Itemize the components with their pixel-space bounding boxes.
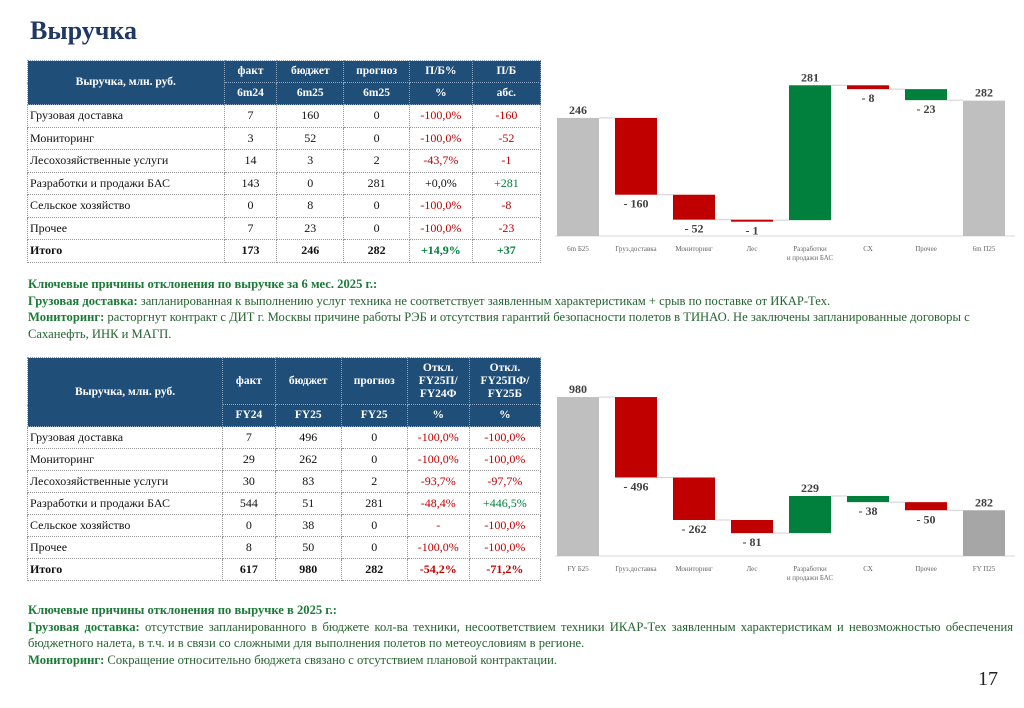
table-row (28, 537, 541, 559)
data-label: 980 (569, 382, 587, 397)
revenue-table-fy (27, 357, 541, 581)
note-label: Мониторинг: (28, 310, 105, 324)
table-row (28, 559, 541, 581)
row-label: Прочее (28, 537, 223, 559)
data-label: 246 (569, 102, 587, 117)
bar (673, 477, 715, 519)
cell-value: 980 (275, 559, 341, 581)
cell-value: -100,0% (407, 427, 469, 449)
cell-value: 0 (344, 105, 410, 128)
cell-value: 0 (224, 195, 277, 218)
notes-heading: Ключевые причины отклонения по выручке в 2025 г.: (28, 603, 337, 617)
cell-value: 0 (277, 172, 344, 195)
cell-value: 281 (341, 493, 407, 515)
category-label: Мониторинг (675, 245, 713, 253)
category-label: Разработки (793, 245, 827, 253)
row-label: Прочее (28, 217, 225, 240)
cell-value: 14 (224, 150, 277, 173)
row-label: Лесохозяйственные услуги (28, 150, 225, 173)
cell-value: - (407, 515, 469, 537)
cell-value: -100,0% (410, 217, 473, 240)
notes-heading: Ключевые причины отклонения по выручке за 6 мес. 2025 г.: (28, 277, 378, 291)
cell-value: 617 (223, 559, 276, 581)
bar (615, 118, 657, 195)
category-label: СХ (863, 565, 873, 573)
note-label: Грузовая доставка: (28, 293, 138, 308)
row-label: Итого (28, 559, 223, 581)
table-row (28, 217, 541, 240)
note-label: Грузовая доставка: (28, 619, 140, 634)
category-label: Груз.доставка (615, 565, 657, 573)
row-label: Грузовая доставка (28, 105, 225, 128)
column-subheader: FY25 (275, 405, 341, 427)
column-subheader: 6m25 (344, 83, 410, 105)
data-label: 282 (975, 85, 993, 100)
row-label: Грузовая доставка (28, 427, 223, 449)
cell-value: 160 (277, 105, 344, 128)
row-label: Мониторинг (28, 449, 223, 471)
category-label: FY П25 (972, 565, 996, 573)
cell-value: -23 (472, 217, 540, 240)
header-metric: Выручка, млн. руб. (28, 61, 225, 105)
column-subheader: 6m24 (224, 83, 277, 105)
cell-value: 0 (223, 515, 276, 537)
cell-value: 7 (223, 427, 276, 449)
column-subheader: % (469, 405, 540, 427)
header-metric: Выручка, млн. руб. (28, 358, 223, 427)
cell-value: 3 (277, 150, 344, 173)
cell-value: 52 (277, 127, 344, 150)
cell-value: -1 (472, 150, 540, 173)
category-label: Лес (746, 245, 758, 253)
page-title: Выручка (30, 16, 138, 45)
cell-value: -100,0% (410, 195, 473, 218)
category-label: FY Б25 (567, 565, 589, 573)
row-label: Сельское хозяйство (28, 515, 223, 537)
bar (905, 502, 947, 510)
category-label: 6m П25 (972, 245, 996, 253)
cell-value: 8 (223, 537, 276, 559)
cell-value: 0 (344, 195, 410, 218)
category-label: Груз.доставка (615, 245, 657, 253)
note-text: расторгнут контракт с ДИТ г. Москвы причине работы РЭБ и отсутствия гарантий безопасности полетов в ТИНАО. Не заключены запланированные договоры с Саханефть, ИНК и МАГП. (28, 310, 970, 341)
bar (963, 510, 1005, 556)
column-header: Откл. FY25ПФ/ FY25Б (469, 358, 540, 405)
cell-value: 3 (224, 127, 277, 150)
cell-value: +446,5% (469, 493, 540, 515)
cell-value: 8 (277, 195, 344, 218)
bar (557, 397, 599, 556)
notes-fy (28, 602, 1013, 668)
cell-value: 281 (344, 172, 410, 195)
column-header: Откл. FY25П/ FY24Ф (407, 358, 469, 405)
cell-value: 173 (224, 240, 277, 263)
table-row (28, 150, 541, 173)
data-label: 282 (975, 495, 993, 510)
cell-value: 0 (341, 449, 407, 471)
cell-value: 0 (341, 427, 407, 449)
table-row (28, 515, 541, 537)
cell-value: -48,4% (407, 493, 469, 515)
column-subheader: абс. (472, 83, 540, 105)
cell-value: 282 (344, 240, 410, 263)
cell-value: 2 (341, 471, 407, 493)
page-number: 17 (978, 668, 998, 690)
cell-value: +37 (472, 240, 540, 263)
cell-value: 0 (341, 515, 407, 537)
row-label: Разработки и продажи БАС (28, 493, 223, 515)
column-header: прогноз (341, 358, 407, 405)
cell-value: 29 (223, 449, 276, 471)
row-label: Сельское хозяйство (28, 195, 225, 218)
category-label: Разработки (793, 565, 827, 573)
cell-value: -52 (472, 127, 540, 150)
cell-value: -160 (472, 105, 540, 128)
cell-value: -54,2% (407, 559, 469, 581)
data-label: - 81 (742, 535, 762, 550)
cell-value: 496 (275, 427, 341, 449)
cell-value: -100,0% (469, 427, 540, 449)
cell-value: -100,0% (469, 515, 540, 537)
data-label: 281 (801, 70, 819, 85)
cell-value: -93,7% (407, 471, 469, 493)
table-row (28, 195, 541, 218)
data-label: - 262 (681, 521, 707, 536)
column-subheader: FY25 (341, 405, 407, 427)
cell-value: -8 (472, 195, 540, 218)
cell-value: 544 (223, 493, 276, 515)
cell-value: 0 (344, 217, 410, 240)
bar (789, 85, 831, 220)
cell-value: -71,2% (469, 559, 540, 581)
data-label: - 160 (623, 196, 649, 211)
cell-value: 262 (275, 449, 341, 471)
column-header: факт (224, 61, 277, 83)
note-text: запланированная к выполнению услуг техника не соответствует заявленным характеристикам + срыв по поставке от ИКАР-Тех. (137, 293, 831, 308)
data-label: - 50 (916, 512, 936, 527)
cell-value: 246 (277, 240, 344, 263)
cell-value: 83 (275, 471, 341, 493)
bar (789, 496, 831, 533)
row-label: Лесохозяйственные услуги (28, 471, 223, 493)
column-subheader: 6m25 (277, 83, 344, 105)
table-row (28, 105, 541, 128)
row-label: Разработки и продажи БАС (28, 172, 225, 195)
column-header: бюджет (277, 61, 344, 83)
row-label: Мониторинг (28, 127, 225, 150)
column-subheader: FY24 (223, 405, 276, 427)
data-label: 229 (801, 480, 819, 495)
cell-value: +0,0% (410, 172, 473, 195)
bar (963, 101, 1005, 236)
cell-value: -97,7% (469, 471, 540, 493)
column-header: прогноз (344, 61, 410, 83)
data-label: - 8 (861, 91, 875, 106)
cell-value: 30 (223, 471, 276, 493)
table-row (28, 172, 541, 195)
bar (557, 118, 599, 236)
waterfall-chart-6m (555, 60, 1015, 270)
note-text: Сокращение относительно бюджета связано с отсутствием плановой контрактации. (104, 652, 557, 667)
note-label: Мониторинг: (28, 652, 105, 667)
cell-value: 2 (344, 150, 410, 173)
table-row (28, 493, 541, 515)
cell-value: -100,0% (410, 105, 473, 128)
table-row (28, 427, 541, 449)
note-text: отсутствие запланированного в бюджете кол-ва техники, несоответствием техники ИКАР-Тех заявленным характеристикам и невозможностью обеспечения бюджетного налета, в т.ч. и в связи со сложными для выполнения полетов по метеоусловиям в регионе. (28, 619, 1013, 650)
cell-value: 50 (275, 537, 341, 559)
category-label: Мониторинг (675, 565, 713, 573)
cell-value: 0 (344, 127, 410, 150)
data-label: - 496 (623, 479, 649, 494)
waterfall-chart-fy (555, 375, 1015, 590)
category-label: и продажи БАС (786, 574, 834, 582)
column-header: бюджет (275, 358, 341, 405)
cell-value: +14,9% (410, 240, 473, 263)
cell-value: 7 (224, 217, 277, 240)
column-header: П/Б% (410, 61, 473, 83)
table-row (28, 471, 541, 493)
cell-value: 7 (224, 105, 277, 128)
column-header: П/Б (472, 61, 540, 83)
cell-value: -100,0% (407, 537, 469, 559)
column-subheader: % (407, 405, 469, 427)
cell-value: 143 (224, 172, 277, 195)
bar (673, 195, 715, 220)
cell-value: 38 (275, 515, 341, 537)
category-label: Прочее (915, 245, 937, 253)
cell-value: -100,0% (410, 127, 473, 150)
category-label: и продажи БАС (786, 254, 834, 262)
cell-value: -43,7% (410, 150, 473, 173)
data-label: - 1 (745, 223, 759, 238)
bar (731, 220, 773, 222)
data-label: - 38 (858, 504, 878, 519)
bar (905, 89, 947, 100)
category-label: Прочее (915, 565, 937, 573)
table-row (28, 449, 541, 471)
revenue-table-6m (27, 60, 541, 263)
cell-value: 23 (277, 217, 344, 240)
cell-value: +281 (472, 172, 540, 195)
category-label: Лес (746, 565, 758, 573)
cell-value: -100,0% (407, 449, 469, 471)
bar (731, 520, 773, 533)
cell-value: -100,0% (469, 449, 540, 471)
bar (847, 496, 889, 502)
category-label: 6m Б25 (567, 245, 589, 253)
table-row (28, 240, 541, 263)
row-label: Итого (28, 240, 225, 263)
data-label: - 52 (684, 221, 704, 236)
notes-6m (28, 276, 1013, 342)
table-row (28, 127, 541, 150)
bar (615, 397, 657, 477)
column-subheader: % (410, 83, 473, 105)
cell-value: 282 (341, 559, 407, 581)
bar (847, 85, 889, 89)
cell-value: 51 (275, 493, 341, 515)
cell-value: 0 (341, 537, 407, 559)
column-header: факт (223, 358, 276, 405)
data-label: - 23 (916, 102, 936, 117)
cell-value: -100,0% (469, 537, 540, 559)
category-label: СХ (863, 245, 873, 253)
